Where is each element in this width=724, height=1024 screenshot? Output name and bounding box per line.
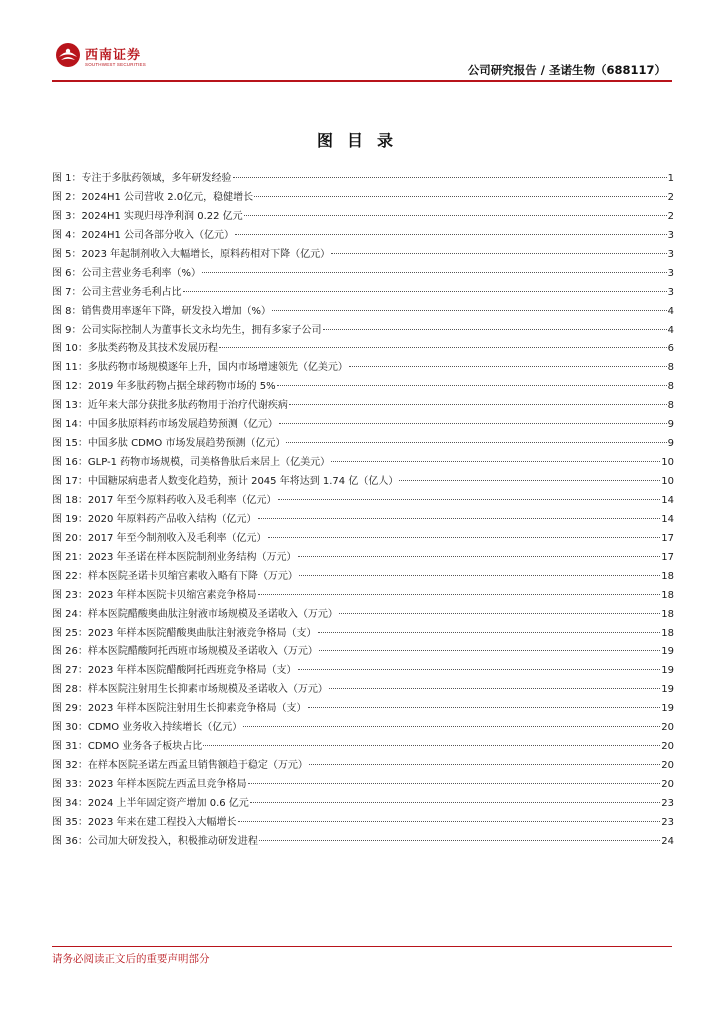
toc-entry[interactable] (52, 833, 674, 852)
toc-entry-page: 3 (667, 267, 674, 279)
toc-dot-leader (259, 840, 660, 841)
toc-dot-leader (331, 253, 666, 254)
toc-entry-title[interactable]: 样本医院注射用生长抑素市场规模及圣诺收入（万元） (87, 684, 328, 696)
toc-entry-label: 图 25： (52, 627, 88, 639)
toc-entry-label: 图 17： (52, 476, 88, 487)
toc-entry[interactable] (52, 378, 674, 397)
toc-entry-label: 图 29： (52, 703, 88, 715)
toc-entry-label: 图 12： (52, 381, 88, 393)
toc-entry-title[interactable]: 样本医院醋酸阿托西班市场规模及圣诺收入（万元） (87, 646, 318, 658)
toc-entry-title[interactable]: 样本医院圣诺卡贝缩宫素收入略有下降（万元） (87, 570, 298, 582)
toc-entry-label: 图 1： (52, 173, 82, 184)
toc-entry[interactable] (52, 303, 674, 322)
logo-text-cn: 西南证券 (85, 48, 142, 63)
toc-dot-leader (289, 404, 667, 405)
toc-entry-label: 图 34： (52, 797, 88, 809)
toc-dot-leader (203, 745, 660, 746)
toc-entry-label: 图 18： (52, 494, 88, 506)
toc-dot-leader (244, 215, 667, 216)
toc-dot-leader (254, 196, 666, 197)
toc-entry[interactable] (52, 606, 674, 625)
toc-entry-title[interactable]: 在样本医院圣诺左西孟旦销售额趋于稳定（万元） (87, 760, 308, 772)
toc-entry-title[interactable]: 2023 年圣诺在样本医院制剂业务结构（万元） (87, 551, 297, 563)
toc-entry-title[interactable]: 2023 年来在建工程投入大幅增长 (87, 816, 237, 828)
toc-entry-page: 17 (661, 551, 674, 563)
toc-entry-title[interactable]: 2023 年样本医院卡贝缩宫素竞争格局 (87, 589, 257, 601)
toc-entry-label: 图 13： (52, 400, 88, 412)
toc-entry-label: 图 21： (52, 551, 88, 563)
toc-dot-leader (279, 423, 667, 424)
toc-entry-label: 图 4： (52, 229, 82, 241)
toc-entry-page: 19 (661, 646, 674, 658)
toc-entry-title[interactable]: GLP-1 药物市场规模，司美格鲁肽后来居上（亿美元） (87, 457, 331, 469)
toc-dot-leader (272, 310, 667, 311)
toc-entry[interactable] (52, 587, 674, 606)
toc-entry[interactable] (52, 189, 674, 208)
toc-entry-label: 图 3： (52, 210, 82, 222)
toc-entry-page: 9 (667, 419, 674, 431)
toc-dot-leader (278, 499, 661, 500)
toc-entry[interactable] (52, 208, 674, 227)
toc-entry-label: 图 31： (52, 741, 88, 753)
toc-entry-page: 1 (667, 173, 674, 184)
toc-entry[interactable] (52, 246, 674, 265)
toc-entry-label: 图 22： (52, 570, 88, 582)
toc-entry[interactable] (52, 435, 674, 454)
toc-entry-page: 18 (661, 627, 674, 639)
toc-dot-leader (250, 802, 660, 803)
toc-dot-leader (331, 461, 660, 462)
page-header (0, 0, 724, 82)
toc-entry[interactable] (52, 340, 674, 359)
toc-entry-label: 图 10： (52, 343, 88, 355)
toc-dot-leader (258, 518, 661, 519)
toc-entry[interactable] (52, 549, 674, 568)
toc-dot-leader (233, 177, 667, 178)
toc-entry-label: 图 7： (52, 286, 82, 298)
toc-entry-page: 6 (667, 343, 674, 355)
toc-entry-title[interactable]: 2024H1 公司各部分收入（亿元） (81, 229, 235, 241)
toc-entry-label: 图 26： (52, 646, 88, 658)
logo-icon (55, 42, 81, 68)
toc-entry[interactable] (52, 530, 674, 549)
toc-entry-page: 2 (667, 191, 674, 203)
toc-entry-page: 14 (661, 494, 674, 506)
toc-entry-page: 3 (667, 286, 674, 298)
toc-entry[interactable] (52, 643, 674, 662)
toc-dot-leader (399, 480, 660, 481)
toc-dot-leader (318, 632, 661, 633)
toc-entry[interactable] (52, 776, 674, 795)
toc-entry[interactable] (52, 359, 674, 378)
toc-entry-title[interactable]: 公司加大研发投入，积极推动研发进程 (87, 835, 258, 847)
toc-entry-title[interactable]: 2024 上半年固定资产增加 0.6 亿元 (87, 797, 249, 809)
toc-entry[interactable] (52, 795, 674, 814)
toc-dot-leader (258, 594, 661, 595)
toc-entry-page: 14 (661, 513, 674, 525)
toc-dot-leader (323, 329, 667, 330)
toc-entry-title[interactable]: 2019 年多肽药物占据全球药物市场的 5% (87, 381, 276, 393)
toc-dot-leader (286, 442, 666, 443)
toc-entry-page: 4 (667, 305, 674, 317)
toc-entry-label: 图 28： (52, 684, 88, 696)
toc-entry-label: 图 33： (52, 779, 88, 790)
toc-dot-leader (319, 650, 660, 651)
toc-entry-title[interactable]: 2024H1 实现归母净利润 0.22 亿元 (81, 210, 243, 222)
toc-entry-label: 图 35： (52, 816, 88, 828)
figure-table-of-contents (52, 170, 674, 852)
toc-entry-page: 8 (667, 400, 674, 412)
toc-entry-label: 图 11： (52, 362, 88, 374)
toc-entry-page: 8 (667, 381, 674, 393)
report-title: 公司研究报告 / 圣诺生物（688117） (467, 63, 666, 77)
toc-dot-leader (248, 783, 661, 784)
toc-entry-title[interactable]: 中国多肽原料药市场发展趋势预测（亿元） (87, 419, 278, 431)
toc-entry[interactable] (52, 416, 674, 435)
toc-entry-page: 18 (661, 570, 674, 582)
toc-entry-label: 图 14： (52, 419, 88, 431)
toc-entry-page: 18 (661, 608, 674, 620)
toc-entry[interactable] (52, 681, 674, 700)
toc-entry-page: 23 (661, 816, 674, 828)
toc-entry-title[interactable]: 2023 年样本医院注射用生长抑素竞争格局（支） (87, 703, 307, 715)
footer-divider (52, 946, 672, 947)
toc-dot-leader (235, 234, 667, 235)
toc-dot-leader (308, 707, 661, 708)
toc-entry-page: 2 (667, 210, 674, 222)
toc-dot-leader (298, 556, 661, 557)
toc-entry-title[interactable]: 2017 年至今原料药收入及毛利率（亿元） (87, 494, 277, 506)
toc-entry-title[interactable]: 公司主营业务毛利率（%） (81, 267, 202, 279)
toc-dot-leader (243, 726, 660, 727)
toc-dot-leader (299, 575, 660, 576)
toc-dot-leader (183, 291, 667, 292)
toc-dot-leader (238, 821, 661, 822)
toc-entry-title[interactable]: 2024H1 公司营收 2.0亿元，稳健增长 (81, 191, 254, 203)
toc-entry-title[interactable]: 多肽药物市场规模逐年上升，国内市场增速领先（亿美元） (87, 362, 348, 374)
header-divider (52, 80, 672, 82)
logo-text-en: SOUTHWEST SECURITIES (85, 62, 146, 67)
toc-entry-page: 20 (661, 722, 674, 734)
toc-entry-label: 图 2： (52, 191, 82, 203)
toc-entry-page: 4 (667, 324, 674, 336)
toc-entry-title[interactable]: 2023 年样本医院醋酸奥曲肽注射液竞争格局（支） (87, 627, 317, 639)
toc-entry[interactable] (52, 170, 674, 189)
toc-entry-title[interactable]: 公司主营业务毛利占比 (81, 286, 182, 298)
toc-entry[interactable] (52, 625, 674, 644)
toc-entry-page: 3 (667, 229, 674, 241)
toc-entry-title[interactable]: 2017 年至今制剂收入及毛利率（亿元） (87, 532, 267, 544)
toc-entry[interactable] (52, 284, 674, 303)
toc-entry-title[interactable]: 中国糖尿病患者人数变化趋势，预计 2045 年将达到 1.74 亿（亿人） (87, 476, 399, 487)
toc-entry[interactable] (52, 568, 674, 587)
toc-dot-leader (309, 764, 660, 765)
toc-entry-label: 图 9： (52, 324, 82, 336)
toc-entry-label: 图 20： (52, 532, 88, 544)
toc-entry-page: 8 (667, 362, 674, 374)
toc-entry-title[interactable]: CDMO 业务各子板块占比 (87, 741, 203, 753)
toc-entry-title[interactable]: 销售费用率逐年下降，研发投入增加（%） (81, 305, 272, 317)
toc-entry-label: 图 19： (52, 513, 88, 525)
company-logo (55, 42, 165, 76)
toc-dot-leader (339, 613, 660, 614)
toc-entry-title[interactable]: 公司实际控制人为董事长文永均先生，拥有多家子公司 (81, 324, 322, 336)
toc-entry-label: 图 5： (52, 248, 82, 260)
toc-dot-leader (219, 347, 667, 348)
toc-entry-title[interactable]: 中国多肽 CDMO 市场发展趋势预测（亿元） (87, 438, 286, 450)
toc-dot-leader (268, 537, 661, 538)
toc-entry-page: 9 (667, 438, 674, 450)
toc-entry-label: 图 15： (52, 438, 88, 450)
toc-entry-page: 20 (661, 779, 674, 790)
toc-entry[interactable] (52, 454, 674, 473)
toc-entry-label: 图 23： (52, 589, 88, 601)
toc-entry-page: 23 (661, 797, 674, 809)
toc-entry-page: 19 (661, 665, 674, 677)
toc-entry[interactable] (52, 511, 674, 530)
toc-entry-title[interactable]: 专注于多肽药领域，多年研发经验 (81, 173, 232, 184)
toc-entry-page: 18 (661, 589, 674, 601)
toc-entry-title[interactable]: 2023 年样本医院左西孟旦竞争格局 (87, 779, 247, 790)
toc-entry-label: 图 6： (52, 267, 82, 279)
footer-notice: 请务必阅读正文后的重要声明部分 (52, 953, 210, 965)
toc-entry[interactable] (52, 322, 674, 341)
page-title: 图目录 (316, 131, 407, 150)
toc-entry-page: 3 (667, 248, 674, 260)
toc-entry[interactable] (52, 492, 674, 511)
toc-entry[interactable] (52, 757, 674, 776)
toc-entry-page: 24 (661, 835, 674, 847)
toc-entry-title[interactable]: 多肽类药物及其技术发展历程 (87, 343, 218, 355)
toc-entry[interactable] (52, 738, 674, 757)
toc-dot-leader (349, 366, 667, 367)
toc-entry-label: 图 30： (52, 722, 88, 734)
toc-entry[interactable] (52, 662, 674, 681)
toc-entry[interactable] (52, 719, 674, 738)
toc-entry[interactable] (52, 473, 674, 492)
toc-entry-page: 20 (661, 741, 674, 753)
toc-dot-leader (298, 669, 661, 670)
toc-entry-label: 图 8： (52, 305, 82, 317)
toc-entry-label: 图 16： (52, 457, 88, 469)
toc-entry-title[interactable]: 2023 年样本医院醋酸阿托西班竞争格局（支） (87, 665, 297, 677)
toc-entry-title[interactable]: 2023 年起制剂收入大幅增长，原料药相对下降（亿元） (81, 248, 331, 260)
toc-entry-page: 10 (661, 457, 674, 469)
toc-dot-leader (202, 272, 667, 273)
toc-entry[interactable] (52, 227, 674, 246)
toc-entry-title[interactable]: 近年来大部分获批多肽药物用于治疗代谢疾病 (87, 400, 288, 412)
toc-entry-label: 图 32： (52, 760, 88, 772)
toc-entry-page: 19 (661, 703, 674, 715)
toc-entry-page: 20 (661, 760, 674, 772)
toc-entry-title[interactable]: 样本医院醋酸奥曲肽注射液市场规模及圣诺收入（万元） (87, 608, 338, 620)
toc-entry-page: 10 (661, 476, 674, 487)
toc-entry-title[interactable]: CDMO 业务收入持续增长（亿元） (87, 722, 243, 734)
toc-entry-label: 图 36： (52, 835, 88, 847)
toc-entry-label: 图 24： (52, 608, 88, 620)
toc-entry-label: 图 27： (52, 665, 88, 677)
toc-entry[interactable] (52, 700, 674, 719)
toc-entry[interactable] (52, 397, 674, 416)
toc-entry[interactable] (52, 265, 674, 284)
toc-entry-page: 19 (661, 684, 674, 696)
toc-entry[interactable] (52, 814, 674, 833)
toc-dot-leader (329, 688, 660, 689)
toc-dot-leader (277, 385, 667, 386)
toc-entry-title[interactable]: 2020 年原料药产品收入结构（亿元） (87, 513, 257, 525)
toc-entry-page: 17 (661, 532, 674, 544)
